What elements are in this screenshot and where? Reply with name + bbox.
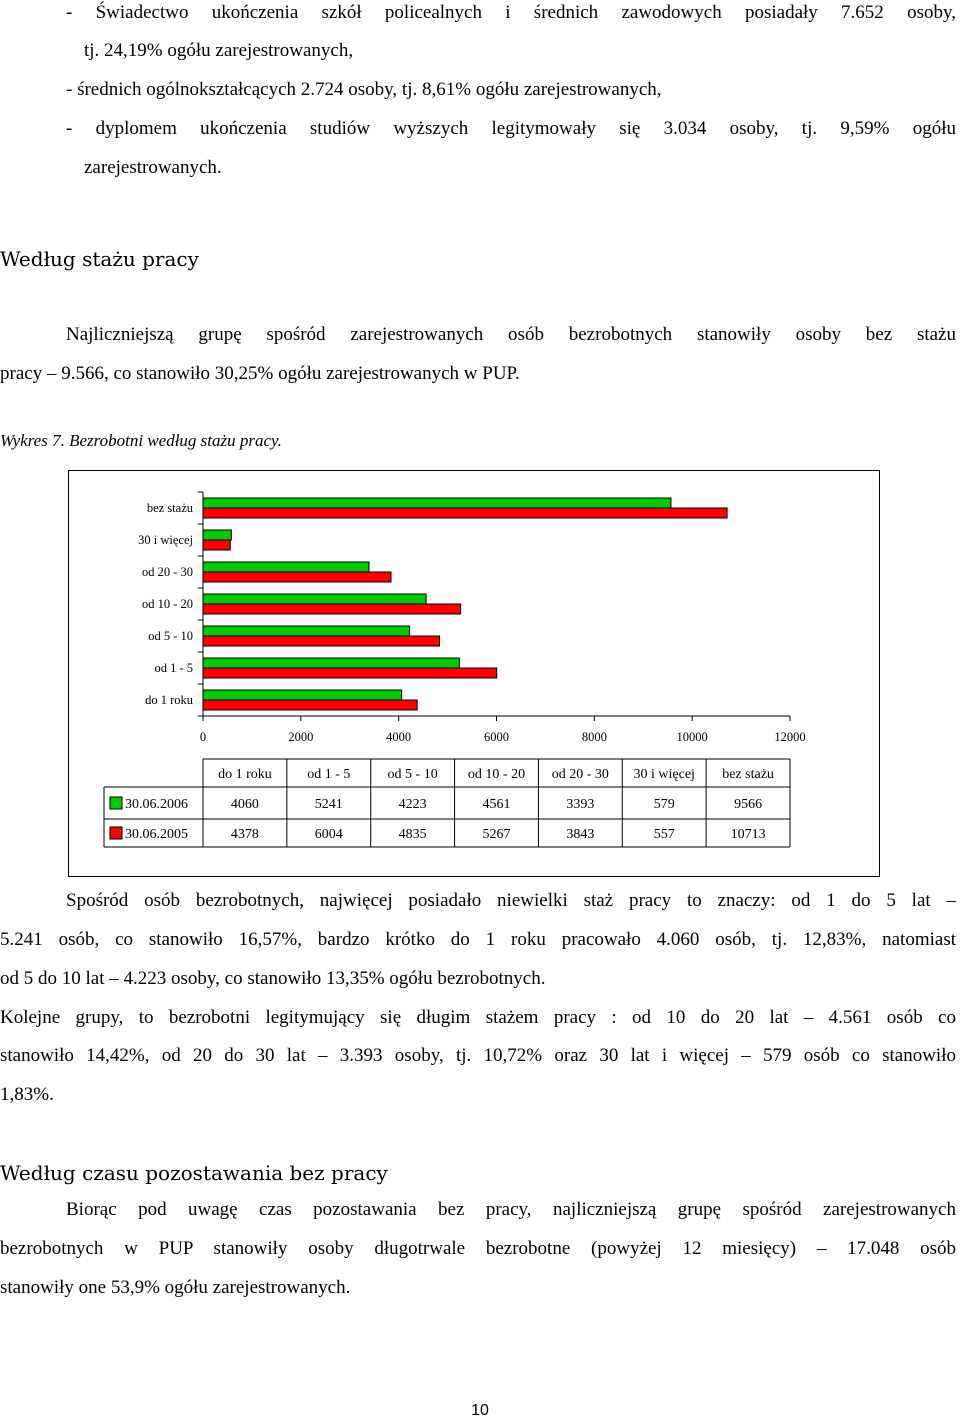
x-tick-label: 4000 xyxy=(386,730,412,744)
x-tick-label: 8000 xyxy=(581,730,607,744)
table-value-cell: 10713 xyxy=(730,827,766,842)
table-value-cell: 6004 xyxy=(314,827,343,842)
education-list-item-3: - dyplomem ukończenia studiów wyższych legitymowały się 3.034 osoby, tj. 9,59% ogółu xyxy=(66,118,956,139)
y-tick-label: od 1 - 5 xyxy=(154,661,193,675)
bar xyxy=(203,594,426,604)
legend-label: 30.06.2006 xyxy=(125,797,188,812)
chart-caption: Wykres 7. Bezrobotni według stażu pracy. xyxy=(0,431,282,450)
bar xyxy=(203,658,459,668)
y-tick-label: od 20 - 30 xyxy=(141,565,193,579)
table-value-cell: 4060 xyxy=(230,797,259,812)
bar xyxy=(203,668,497,678)
table-value-cell: 4835 xyxy=(398,827,427,842)
legend-label: 30.06.2005 xyxy=(125,827,188,842)
table-value-cell: 557 xyxy=(653,827,675,842)
table-value-cell: 3843 xyxy=(566,827,595,842)
after-chart-line-2: 5.241 osób, co stanowiło 16,57%, bardzo krótko do 1 roku pracowało 4.060 osób, tj. 12,83%, natomiast xyxy=(0,929,956,950)
education-list-item-1: - Świadectwo ukończenia szkół policealnych i średnich zawodowych posiadały 7.652 osoby, xyxy=(66,2,956,23)
bar xyxy=(203,562,369,572)
after-chart-line-4: Kolejne grupy, to bezrobotni legitymujący się długim stażem pracy : od 10 do 20 lat – 4.561 osób co xyxy=(0,1007,956,1028)
education-list-item-2: - średnich ogólnokształcących 2.724 osoby, tj. 8,61% ogółu zarejestrowanych, xyxy=(66,79,662,100)
table-header-cell: do 1 roku xyxy=(218,767,272,782)
after-chart-line-1: Spośród osób bezrobotnych, najwięcej posiadało niewielki staż pracy to znaczy: od 1 do 5 lat – xyxy=(66,890,956,911)
section2-paragraph-line-2: bezrobotnych w PUP stanowiły osoby długotrwale bezrobotne (powyżej 12 miesięcy) – 17.048 osób xyxy=(0,1238,956,1259)
legend-key xyxy=(110,827,122,839)
y-tick-label: od 10 - 20 xyxy=(141,597,193,611)
education-list-item-3-cont: zarejestrowanych. xyxy=(84,157,222,178)
x-tick-label: 0 xyxy=(199,730,207,744)
table-header-cell: 30 i więcej xyxy=(633,767,695,782)
x-tick-label: 6000 xyxy=(484,730,509,744)
section2-paragraph-line-3: stanowiły one 53,9% ogółu zarejestrowanych. xyxy=(0,1277,351,1298)
bar xyxy=(203,626,410,636)
table-header-cell: bez stażu xyxy=(722,767,774,782)
bar xyxy=(203,498,671,508)
table-header-cell: od 10 - 20 xyxy=(467,767,526,782)
section1-paragraph-line-1: Najliczniejszą grupę spośród zarejestrowanych osób bezrobotnych stanowiły osoby bez stażu xyxy=(66,324,956,345)
table-header-cell: od 1 - 5 xyxy=(307,767,351,782)
table-value-cell: 4378 xyxy=(230,827,259,842)
after-chart-line-3: od 5 do 10 lat – 4.223 osoby, co stanowiło 13,35% ogółu bezrobotnych. xyxy=(0,968,546,989)
section-heading-work-experience: Według stażu pracy xyxy=(0,247,199,271)
after-chart-line-5: stanowiło 14,42%, od 20 do 30 lat – 3.393 osoby, tj. 10,72% oraz 30 lat i więcej – 579 osób co stanowiło xyxy=(0,1045,956,1066)
table-value-cell: 5241 xyxy=(314,797,343,812)
legend-key xyxy=(110,797,122,809)
page-number: 10 xyxy=(471,1402,489,1419)
bar xyxy=(203,572,391,582)
x-tick-label: 2000 xyxy=(288,730,314,744)
section2-paragraph-line-1: Biorąc pod uwagę czas pozostawania bez pracy, najliczniejszą grupę spośród zarejestrowanych xyxy=(66,1199,956,1220)
table-value-cell: 3393 xyxy=(566,797,595,812)
bar xyxy=(203,700,417,710)
table-header-cell: od 5 - 10 xyxy=(387,767,438,782)
x-tick-label: 10000 xyxy=(676,730,708,744)
table-value-cell: 4561 xyxy=(482,797,511,812)
y-tick-label: od 5 - 10 xyxy=(148,629,193,643)
table-value-cell: 4223 xyxy=(398,797,427,812)
y-tick-label: 30 i więcej xyxy=(138,533,193,547)
table-value-cell: 5267 xyxy=(482,827,511,842)
bar xyxy=(203,636,440,646)
x-tick-label: 12000 xyxy=(774,730,806,744)
bar xyxy=(203,604,461,614)
bar xyxy=(203,690,402,700)
bar xyxy=(203,508,727,518)
after-chart-line-6: 1,83%. xyxy=(0,1084,54,1105)
section1-paragraph-line-2: pracy – 9.566, co stanowiło 30,25% ogółu zarejestrowanych w PUP. xyxy=(0,363,520,384)
section-heading-unemployment-duration: Według czasu pozostawania bez pracy xyxy=(0,1161,388,1185)
bar xyxy=(203,530,231,540)
table-value-cell: 9566 xyxy=(734,797,763,812)
bar xyxy=(203,540,230,550)
y-tick-label: bez stażu xyxy=(146,501,193,515)
table-value-cell: 579 xyxy=(653,797,675,812)
table-header-cell: od 20 - 30 xyxy=(551,767,609,782)
education-list-item-1-cont: tj. 24,19% ogółu zarejestrowanych, xyxy=(84,40,354,61)
y-tick-label: do 1 roku xyxy=(145,693,193,707)
